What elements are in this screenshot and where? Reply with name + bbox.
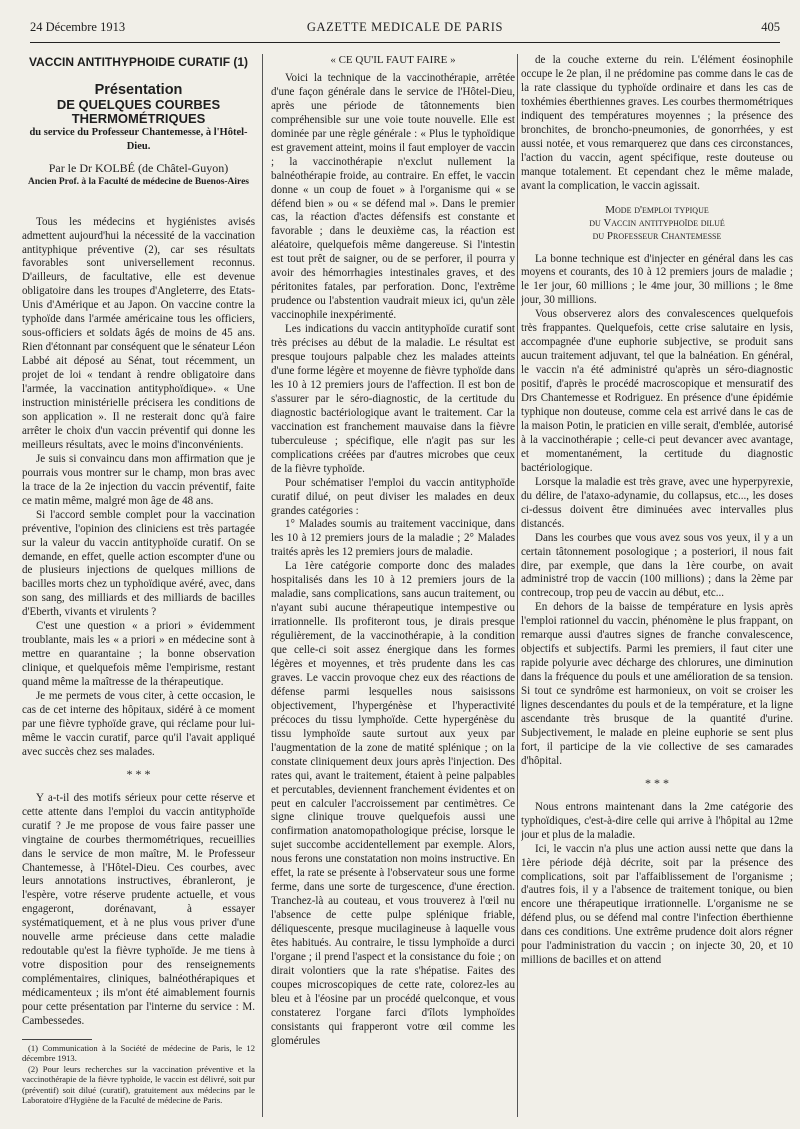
paragraph: Je me permets de vous citer, à cette occasion, le cas de cet interne des hôpitaux, sidéré à ce moment par une fièvre typhoïde grave, qui réclame pour lui-même le vaccin curatif, parce qu'il l'avait appliqué avec succès chez ses malades. — [22, 690, 255, 758]
section-separator: * * * — [126, 766, 151, 781]
section-separator: * * * — [645, 775, 669, 790]
paragraph: Nous entrons maintenant dans la 2me catégorie des typhoïdiques, c'est-à-dire celle qui arrive à l'hôpital au 12me jour et plus de la maladie. — [521, 800, 793, 841]
article-subheading: DE QUELQUES COURBES THERMOMÉTRIQUES — [56, 96, 221, 126]
author-line: Par le Dr KOLBÉ (de Châtel-Guyon) — [48, 160, 229, 175]
paragraph: Dans les courbes que vous avez sous vos yeux, il y a un certain tâtonnement posologique ; a posteriori, il nous fait dire, par exemple, que dans la 1ère courbe, on avait administré trop de vaccin (100 millions) ; dans la 2ème par contrecoup, trop peu de vaccin au début, etc... — [521, 531, 793, 600]
paragraph: Ici, le vaccin n'a plus une action aussi nette que dans la 1ère période déjà décrite, soit par la présence des complications, soit par l'affaiblissement de l'organisme ; d'autres fois, il y a l'absence de traitement tonique, ou bien encore une thérapeutique irrationnelle. L'organisme ne se défend plus, ou se défend mal contre l'infection éberthienne dans ces conditions. Une extrême prudence doit alors régner pour l'administration du vaccin ; on injecte 30, 20, et 10 millions de bacilles et on attend — [521, 842, 793, 967]
paragraph: Voici la technique de la vaccinothérapie, arrêtée d'une façon générale dans le service de l'Hôtel-Dieu, après une période de tâtonnements bien compréhensible sur une voie toute nouvelle. Elle est dominée par une règle générale : « Plus le typhoïdique est gravement atteint, moins il faut employer de vaccin ; la vaccinothérapie n'exclut nullement la balnéothérapie froide, au contraire. En effet, le vaccin donne « un coup de fouet » à l'organisme qui « se défend bien » ou « se défend mal ». Dans le premier cas, la réaction d'actes défensifs est constante et favorable ; dans le deuxième cas, la réaction est aléatoire, quelquefois même dangereuse. Si l'intestin est tout prêt de saigner, ou de se perforer, il pourra y avoir des hémorrhagies intestinales graves, et des péritonites fatales, par perforation. Donc, l'extrême prudence ou l'abstention vaudrait mieux ici, qu'un zèle vaccinophile inexpérimenté. — [271, 71, 515, 322]
column-3 — [521, 54, 793, 1119]
section-heading-line: Mode d'emploi typique — [605, 203, 709, 216]
header-rule — [30, 42, 780, 43]
footnote: (1) Communication à la Société de médecine de Paris, le 12 décembre 1913. — [22, 1042, 255, 1064]
column-1 — [22, 54, 255, 1119]
column-divider — [262, 54, 263, 1117]
article-title: VACCIN ANTITHYPHOIDE CURATIF (1) — [28, 55, 249, 69]
page-number: 405 — [761, 20, 780, 34]
paragraph: de la couche externe du rein. L'élément éosinophile occupe le 2e plan, il ne prédomine pas comme dans le cas de la rate classique du typhoïde ordinaire et dans les cas de toxhémies éberthiennes graves. Les courbes thermométriques indiquent des températures moyennes ; la présence des bronchites, de broncho-pneumonies, de gonorrhées, y est aussi notée, et vous remarquerez que dans ces circonstances, l'action du vaccin, agent spécifique, reste douteuse ou manque totalement. Et cependant chez le même malade, avant la complication, le vaccin agissait. — [521, 54, 793, 192]
column-divider — [517, 54, 518, 1117]
paragraph: Tous les médecins et hygiénistes avisés admettent aujourd'hui la nécessité de la vaccination antityphique préventive (2), car ses résultats favorables sont universellement reconnus. D'ailleurs, de facultative, elle est devenue obligatoire dans les troupes d'Angleterre, des Etats-Unis d'Amérique et au Japon. On vaccine contre la typhoïde dans l'armée américaine tous les officiers, sous-officiers et soldats âgés de moins de 45 ans. Rien d'étonnant par conséquent que le sénateur Léon Labbé ait déposé au Sénat, tout récemment, un projet de loi « tendant à rendre obligatoire dans l'armée, la vaccination antityphoïdique». « Une instruction ministérielle précisera les conditions de son application ». Il ne resterait donc qu'à faire arrêter le choix d'un vaccin préventif qui donne les meilleurs résultats, avec le moins d'inconvénients. — [22, 215, 255, 451]
paragraph: Y a-t-il des motifs sérieux pour cette réserve et cette attente dans l'emploi du vaccin antityphoïde curatif ? Je me propose de vous faire passer une vingtaine de courbes thermométriques, recueillies dans le service de mon maître, M. le Professeur Chantemesse, à l'Hôtel-Dieu. Ces courbes, avec leurs annotations instructives, ébranleront, je l'espère, votre réserve prudente actuelle, et vous engageront, dorénavant, à essayer systématiquement, et à ne plus vous priver d'une nouvelle arme précieuse dans cette maladie redoutable qu'est la fièvre typhoïde. Je me tiens à votre disposition pour des renseignements complémentaires, cliniques, balnéothérapiques et médicamenteux ; ils m'ont été aimablement fournis pour cette présentation par l'interne du service : M. Cambessedes. — [22, 791, 255, 1027]
header-date: 24 Décembre 1913 — [30, 20, 126, 34]
column-2 — [271, 54, 515, 1119]
paragraph: Les indications du vaccin antityphoïde curatif sont très précises au début de la maladie. Le résultat est presque toujours palpable chez les malades atteints d'une forme légère et moyenne de fièvre typhoïde dans les 10 à 12 premiers jours de l'affection. Il est bon de s'assurer par le séro-diagnostic, de la certitude du diagnostic bactériologique avant le traitement. Car la vaccination est franchement mauvaise dans la fièvre tuberculeuse ; spécifique, elle n'agit pas sur les complications créées par d'autres microbes que ceux de la fièvre typhoïde. — [271, 323, 515, 475]
running-header — [30, 20, 780, 42]
paragraph: La 1ère catégorie comporte donc des malades hospitalisés dans les 10 à 12 premiers jours de la maladie, sans complications, sans aucun traitement, ou n'ayant subi aucune thérapeutique intempestive ou irrationnelle. Ils profiteront tous, je dirais presque régulièrement, de la vaccinothérapie, à la condition que celle-ci soit assez énergique dans les formes légères et moyennes, et très prudente dans les cas graves. Le vaccin provoque chez eux des réactions de défense parmi lesquelles nous saisissons objectivement, l'hypergénèse et l'hyperactivité précoces du tissu lymphoïde. Cette hypergénèse du tissu lymphoïde saute surtout aux yeux par l'augmentation de la zone de matité splénique ; on la constate cliniquement deux jours après l'injection. Des rates qui, avant le traitement, étaient à peine palpables et percutables, deviennent franchement évidentes et on peut en calculer l'accroissement par centimètres. Ce signe clinique trouve quelquefois aussi une confirmation anatomopathologique précise, lorsque le sujet succombe accidentellement par exemple. Alors, nous ferons une constatation non moins instructive. En effet, la rate se présente à l'observateur sous une forme ferme, dans une sorte de turgescence, d'une érection. Tranchez-là au couteau, et vous trouverez à l'œil nu l'absence de cette pulpe splénique friable, déliquescente, presque mucilagineuse à laquelle vous êtes habitués. Au contraire, le tissu lymphoïde a durci l'organe ; il prend l'aspect et la consistance du foie ; on dirait volontiers que la rate s'hépatise. Faites des coupes microscopiques de cette rate, colorez-les au bleu et à l'éosine par un procédé quelconque, et vous constaterez l'organe farci d'îlots lymphoïdes consistants qui frapperont votre œil comme les glomérules — [271, 560, 515, 1047]
footnote-rule — [22, 1039, 92, 1040]
author-affiliation: Ancien Prof. à la Faculté de médecine de Buenos-Aires — [27, 176, 250, 187]
paragraph: Vous observerez alors des convalescences quelquefois très frappantes. Quelquefois, cette crise salutaire en lysis, accompagnée d'une euphorie subjective, se produit sans aucun traitement adjuvant, tel que la balnéation. En général, le vaccin n'a été administré qu'après un séro-diagnostic positif, d'après le procédé macroscopique et mensuratif des Drs Chantemesse et Rodriguez. En présence d'une épidémie typhique non douteuse, comme cela est arrivé dans le cas de la maison Potin, le praticien en ville serait, d'emblée, autorisé à la vaccinothérapie ; celle-ci peut devancer avec avantage, et momentanément, la certitude du diagnostic bactériologique. — [521, 308, 793, 474]
journal-title: GAZETTE MEDICALE DE PARIS — [306, 20, 504, 34]
paragraph: C'est une question « a priori » évidemment troublante, mais les « a priori » en médecine sont à mettre en quarantaine ; la bonne observation clinique, et quelquefois même l'empirisme, restant quand même la maîtresse de la thérapeutique. — [22, 620, 255, 689]
paragraph: Pour schématiser l'emploi du vaccin antityphoïde curatif dilué, on peut diviser les malades en deux grandes catégories : — [271, 476, 515, 517]
section-title: « CE QU'IL FAUT FAIRE » — [330, 54, 456, 66]
section-heading-line: du Professeur Chantemesse — [592, 229, 722, 242]
footnote: (2) Pour leurs recherches sur la vaccination préventive et la vaccinothérapie de la fièvre typhoïde, le vaccin est délivré, soit pur (préventif) soit dilué (curatif), gratuitement aux médecins par le Laboratoire d'Hygiène de la Faculté de médecine de Paris. — [22, 1063, 255, 1105]
section-heading-line: du Vaccin antityphoïde dilué — [589, 216, 725, 229]
service-line: du service du Professeur Chantemesse, à l'Hôtel-Dieu. — [29, 126, 248, 152]
paragraph: La bonne technique est d'injecter en général dans les cas moyens et courants, des 10 à 12 premiers jours de maladie ; le 1er jour, 60 millions ; le 4me jour, 30 millions ; le 8me jour, 30 millions. — [521, 252, 793, 307]
paragraph: En dehors de la baisse de température en lysis après l'emploi rationnel du vaccin, phénomène le plus frappant, on remarque aussi d'autres signes de franche convalescence, objectifs et subjectifs. Parmi les premiers, il faut citer une rapide polyurie avec décharge des chlorures, une diminution dans la fréquence du pouls et une amélioration de sa tension. Si tout ce syndrôme est harmonieux, on voit se croiser les lignes descendantes du pouls et de la température, et la ligne ascendante très brusque de la quantité d'urine. Subjectivement, le malade en pleine euphorie se sent plus fort, il participe de la vie collective de ses camarades d'hôpital. — [521, 601, 793, 767]
paragraph: Je suis si convaincu dans mon affirmation que je pourrais vous montrer sur le champ, mon bras avec la trace de la 2e injection du vaccin préventif, faite ce matin même, malgré mon âge de 48 ans. — [22, 452, 255, 507]
article-heading: Présentation — [94, 81, 183, 98]
section-heading — [521, 204, 793, 243]
paragraph: Si l'accord semble complet pour la vaccination préventive, l'opinion des cliniciens est très partagée sur la valeur du vaccin antityphoïde curatif. On se demande, en effet, quelle action escompter d'une ou de plusieurs injections de quelques millions de bacilles morts chez un typhoïdique avéré, avec, dans son sang, des milliards et des milliards de bacilles d'Eberth, vivants et virulents ? — [22, 508, 255, 619]
paragraph: Lorsque la maladie est très grave, avec une hyperpyrexie, du délire, de l'ataxo-adynamie, du collapsus, etc..., les doses ci-dessus doivent être diminuées avec intervalles plus distancés. — [521, 475, 793, 530]
paragraph: 1° Malades soumis au traitement vaccinique, dans les 10 à 12 premiers jours de la maladie ; 2° Malades traités après les 12 premiers jours de maladie. — [271, 518, 515, 559]
